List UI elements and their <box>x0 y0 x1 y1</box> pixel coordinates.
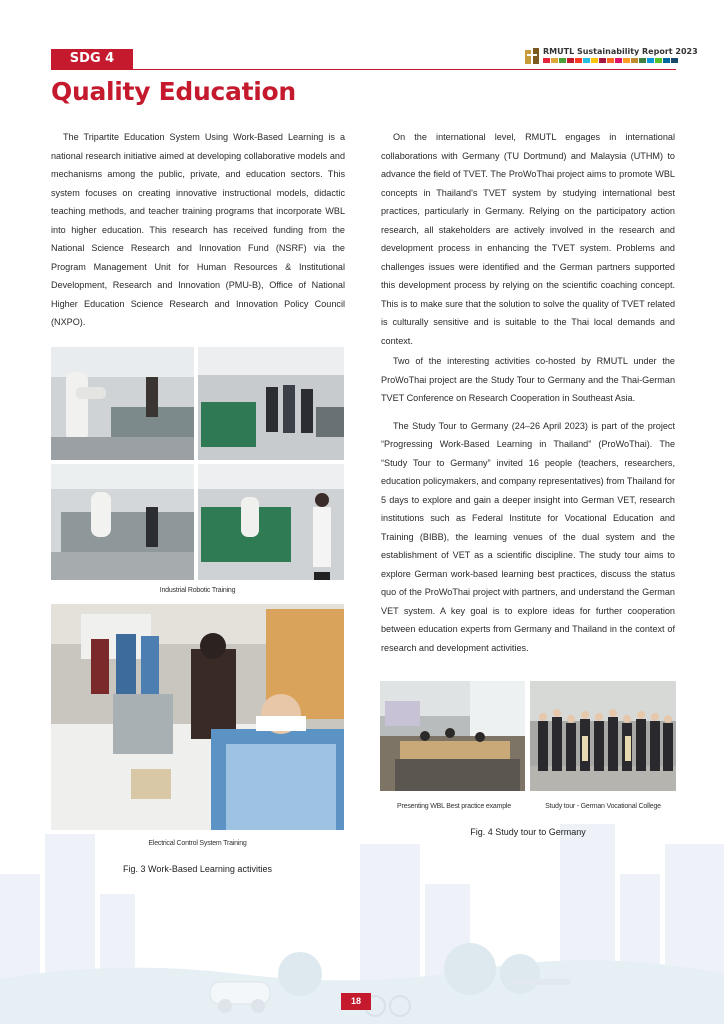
sdg-color-swatch <box>543 58 550 63</box>
study-tour-caption: Study tour - German Vocational College <box>545 803 661 810</box>
right-column-text <box>381 128 675 657</box>
sdg-color-swatch <box>631 58 638 63</box>
presenting-wbl-photo <box>380 681 525 791</box>
study-tour-paragraph: The Study Tour to Germany (24–26 April 2023) is part of the project “Progressing Work-Based Learning in Thailand” (ProWoThai). The “Study Tour to Germany” invited 16 people (teachers, researchers, education policymakers, and company representatives) from Thailand for 5 days to explore and gain a deeper insight into German VET, research institutions such as Federal Institute for Vocational Education and Training (BIBB), the learning venues of the dual system and the establishment of VET as a scientific discipline. The study tour aims to explore German work-based learning best practices, discuss the status quo of the ProWoThai project with partners, and understand the German VET system. A key goal is to explore ideas for further cooperation between education experts from Germany and Thailand in the context of research and development activities. <box>381 420 675 653</box>
sdg-color-swatch <box>663 58 670 63</box>
robotic-training-photo <box>51 347 344 580</box>
sdg-color-swatch <box>615 58 622 63</box>
sdg-color-strip <box>543 58 678 63</box>
sdg-color-swatch <box>639 58 646 63</box>
activities-paragraph: Two of the interesting activities co-hosted by RMUTL under the ProWoThai project are the Study Tour to Germany and the Thai-German TVET Conference on Research Cooperation in Southeast Asia. <box>381 356 675 403</box>
page-number: 18 <box>341 993 371 1010</box>
sdg-color-swatch <box>575 58 582 63</box>
electrical-training-caption: Electrical Control System Training <box>148 840 247 847</box>
sdg-color-swatch <box>647 58 654 63</box>
sdg-color-swatch <box>567 58 574 63</box>
sdg-color-swatch <box>599 58 606 63</box>
left-column-text <box>51 128 345 332</box>
sdg-color-swatch <box>623 58 630 63</box>
rmutl-logo-icon <box>525 48 540 66</box>
header-rule <box>51 69 676 70</box>
sdg-color-swatch <box>671 58 678 63</box>
robotic-training-caption: Industrial Robotic Training <box>159 587 236 594</box>
sdg-color-swatch <box>591 58 598 63</box>
report-header <box>525 47 698 69</box>
figure3-title: Fig. 3 Work-Based Learning activities <box>123 864 272 874</box>
presenting-wbl-caption: Presenting WBL Best practice example <box>397 803 511 810</box>
sdg-color-swatch <box>551 58 558 63</box>
sdg-badge: SDG 4 <box>51 49 133 69</box>
electrical-training-photo <box>51 604 344 830</box>
sdg-color-swatch <box>607 58 614 63</box>
study-tour-group-photo <box>530 681 676 791</box>
figure4-title: Fig. 4 Study tour to Germany <box>470 827 586 837</box>
sdg-color-swatch <box>559 58 566 63</box>
international-paragraph: On the international level, RMUTL engages in international collaborations with Germany (TU Dortmund) and Malaysia (UTHM) to advance the field of TVET. The ProWoThai project aims to promote WBL concepts in Thailand's TVET system by studying international best practices, particularly in Germany. Relying on the participatory action research, all stakeholders are actively involved in the research and development process in enhancing the TVET system. Problems and challenges issues were identified and the German partners supported this development process by relying on the scientific coaching concept. This is to make sure that the solution to solve the quality of TVET related is culturally sensitive and is suitable to the Thai local demands and context. <box>381 132 675 346</box>
sdg-color-swatch <box>583 58 590 63</box>
sdg-color-swatch <box>655 58 662 63</box>
page-title: Quality Education <box>51 77 296 106</box>
intro-paragraph: The Tripartite Education System Using Work-Based Learning is a national research initiative aimed at developing collaborative models and mechanisms among the public, private, and education sectors. This system focuses on creating innovative instructional models, didactic teaching methods, and teacher training programs that incorporate WBL into higher education. This research has received funding from the National Science Research and Innovation Fund (NSRF) via the Program Management Unit for Human Resources & Institutional Development, Research and Innovation (PMU-B), Office of National Higher Education Science Research and Innovation Policy Council (NXPO). <box>51 132 345 327</box>
report-title: RMUTL Sustainability Report 2023 <box>543 47 698 56</box>
